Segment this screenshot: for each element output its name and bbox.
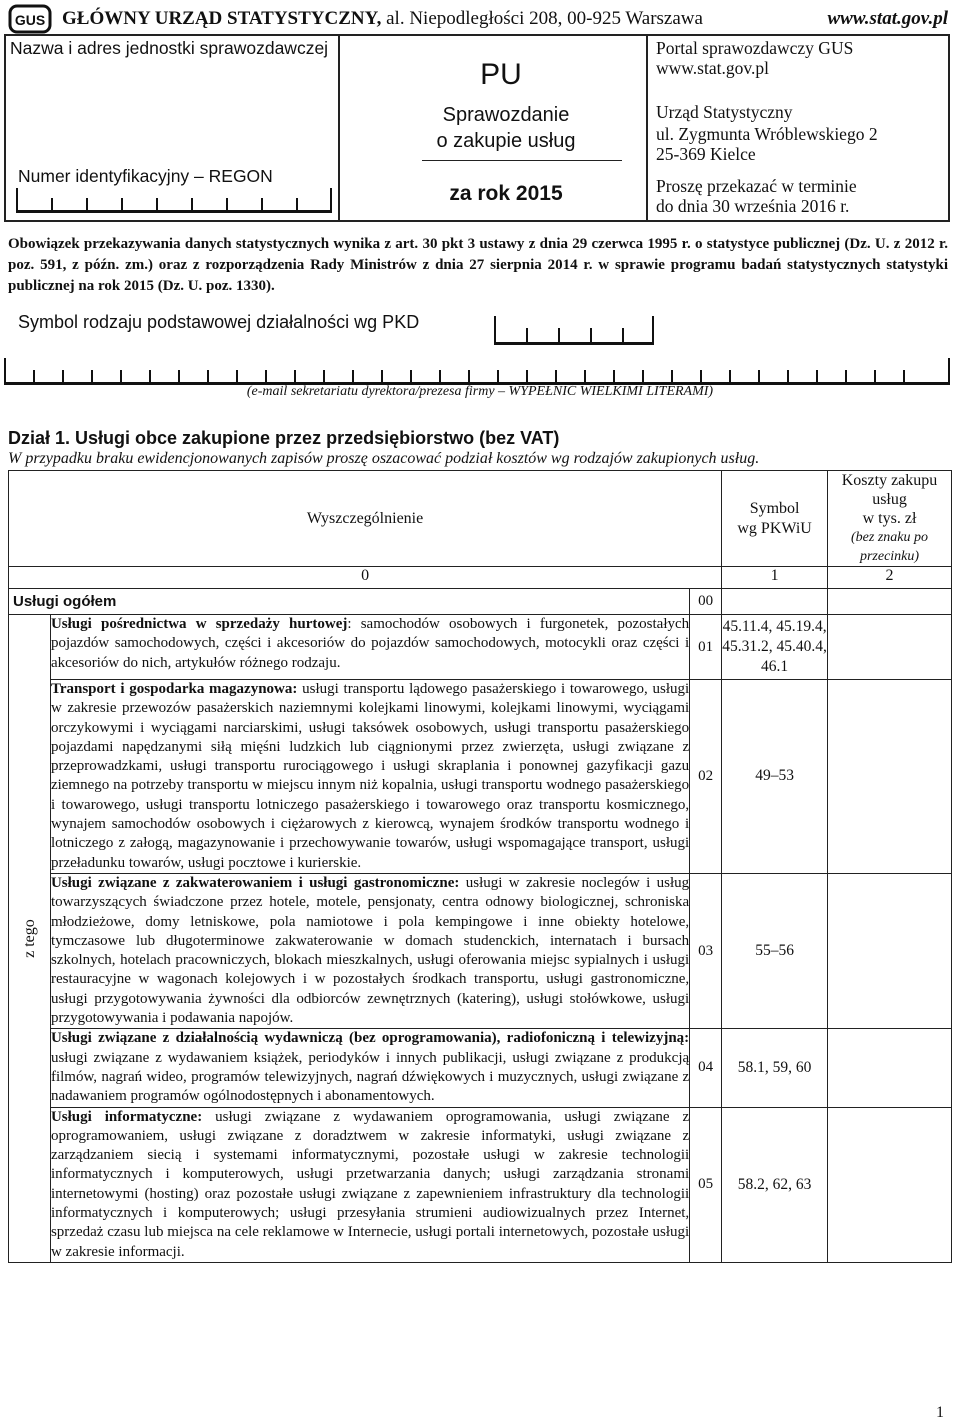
- regon-label: Numer identyfikacyjny – REGON: [18, 166, 273, 186]
- divider: [338, 36, 340, 220]
- email-field[interactable]: [4, 358, 950, 385]
- row-pkwiu: 58.1, 59, 60: [722, 1029, 828, 1107]
- office-header: [62, 8, 703, 30]
- row-value-cell[interactable]: [828, 1029, 952, 1107]
- row-desc: [50, 1029, 689, 1107]
- row-pkwiu: 55–56: [722, 873, 828, 1028]
- office-line2: ul. Zygmunta Wróblewskiego 2: [656, 124, 878, 144]
- header-cost-1: Koszty zakupu: [841, 472, 938, 489]
- email-note: (e-mail sekretariatu dyrektora/prezesa firmy – WYPEŁNIĆ WIELKIMI LITERAMI): [246, 384, 714, 399]
- table-row: [9, 680, 952, 874]
- idx-1: 1: [722, 567, 828, 589]
- form-code: PU: [480, 58, 522, 91]
- idx-0: 0: [9, 567, 722, 589]
- services-table: [8, 470, 952, 1263]
- table-row: [9, 615, 952, 680]
- portal-line1: Portal sprawozdawczy GUS: [656, 38, 854, 58]
- divider: [646, 36, 648, 220]
- table-row: [9, 1107, 952, 1262]
- total-pkwiu-empty: [722, 589, 828, 615]
- header-symbol: [722, 471, 828, 567]
- row-desc-bold: Transport i gospodarka magazynowa:: [50, 681, 298, 697]
- header-cost: [828, 471, 952, 567]
- row-desc-text: usługi związane z wydawaniem oprogramowania, usługi związane z oprogramowaniem, usługi związane z doradztwem w zakresie informatyki, usługi związane z zarządzaniem siecią i systemami informatycznymi, pozostałe usługi w zakresie technologii informatycznych i komputerowych, usługi przetwarzania danych; usługi zarządzania stronami internetowymi (hosting) oraz pozostałe usługi związane z zapewnieniem infrastruktury dla technologii informatycznych i komputerowych; usługi przesyłania strumieni audiowizualnych przez Internet, sprzedaż czasu lub miejsca na cele reklamowe w Internecie, usługi portali internetowych, pozostałe usługi w zakresie informacji.: [50, 1108, 690, 1260]
- row-desc: [50, 1107, 689, 1262]
- form-title-line1: Sprawozdanie: [442, 104, 570, 126]
- row-desc-text: : samochodów osobowych i furgonetek, pozostałych pojazdów samochodowych, części i akcesoriów do pojazdów samochodowych, motocykli oraz części i akcesoriów do nich, artykułów różnego rodzaju.: [50, 616, 690, 671]
- row-pkwiu: 49–53: [722, 680, 828, 874]
- row-desc: [50, 615, 689, 680]
- header-cost-5: przecinku): [859, 549, 920, 564]
- row-desc-text: usługi związane z wydawaniem książek, periodyków i innych publikacji, usługi związane z produkcją filmów, nagrań wideo, programów telewizyjnych, nagrań dźwiękowych i muzycznych, usługi związane z nadawaniem programów ogólnodostępnych i abonamentowych.: [50, 1049, 690, 1105]
- row-pkwiu: 58.2, 62, 63: [722, 1107, 828, 1262]
- row-value-cell[interactable]: [828, 680, 952, 874]
- regon-field[interactable]: [16, 188, 332, 213]
- total-value-cell[interactable]: [828, 589, 952, 615]
- deadline-line2: do dnia 30 września 2016 r.: [656, 196, 850, 216]
- total-row: [9, 589, 952, 615]
- row-num: 02: [690, 680, 722, 874]
- row-desc: [50, 873, 689, 1028]
- table-row: [9, 873, 952, 1028]
- header-cost-2: usług: [872, 491, 907, 508]
- pkd-field[interactable]: [494, 316, 654, 345]
- form-year: za rok 2015: [449, 182, 563, 205]
- legal-basis: Obowiązek przekazywania danych statystycznych wynika z art. 30 pkt 3 ustawy z dnia 29 czerwca 1995 r. o statystyce publicznej (Dz. U. z 2012 r. poz. 591, z późn. zm.) oraz z rozporządzenia Rady Ministrów z dnia 27 sierpnia 2014 r. w sprawie programu badań statystycznych statystyki publicznej na rok 2015 (Dz. U. poz. 1330).: [8, 236, 948, 294]
- office-name: GŁÓWNY URZĄD STATYSTYCZNY,: [62, 8, 382, 29]
- header-symbol-1: Symbol: [749, 499, 800, 517]
- row-num: 04: [690, 1029, 722, 1107]
- header-cost-4: (bez znaku po: [851, 530, 929, 545]
- office-line1: Urząd Statystyczny: [656, 102, 793, 122]
- page-number: 1: [936, 1404, 944, 1421]
- row-desc-bold: Usługi informatyczne:: [50, 1108, 203, 1125]
- pkd-label: Symbol rodzaju podstawowej działalności wg PKD: [18, 312, 420, 332]
- deadline-line1: Proszę przekazać w terminie: [656, 176, 857, 196]
- portal-url[interactable]: www.stat.gov.pl: [656, 58, 769, 78]
- form-title-line2: o zakupie usług: [436, 130, 576, 152]
- header-desc: Wyszczególnienie: [9, 471, 722, 567]
- row-desc-text: usługi transportu lądowego pasażerskiego i towarowego, usługi w zakresie przewozów pasażerskich naziemnymi kolejkami linowymi, kolejkami linowymi, wyciągami orczykowymi i wyciągami narciarskimi, usługi taksówek osobowych, usługi transportu pasażerskiego pojazdami napędzanymi siłą mięśni ludzkich lub ciągnionymi przez zwierzęta, usługi związane z przeprowadzkami, usługi transportu rurociągowego i usługi skraplania i ponownej gazyfikacji gazu ziemnego na potrzeby transportu w miejscu innym niż kopalnia, usługi transportu wodnego pasażerskiego i towarowego, usługi transportu lotniczego pasażerskiego i towarowego oraz transportu kosmicznego, wynajem samochodów osobowych i ciężarowych z kierowcą, wynajem środków transportu wodnego i lotniczego z załogą, magazynowanie i przechowywanie towarów, usługi wspomagające transport, usługi przeładunku towarów, usługi pocztowe i kurierskie.: [50, 681, 690, 871]
- logo-text: GUS: [14, 12, 46, 28]
- row-num: 03: [690, 873, 722, 1028]
- section-title: Dział 1. Usługi obce zakupione przez przedsiębiorstwo (bez VAT): [8, 428, 560, 448]
- row-pkwiu: 45.11.4, 45.19.4, 45.31.2, 45.40.4, 46.1: [722, 615, 828, 680]
- office-address: al. Niepodległości 208, 00-925 Warszawa: [381, 8, 703, 29]
- office-line3: 25-369 Kielce: [656, 144, 756, 164]
- row-num: 05: [690, 1107, 722, 1262]
- row-num: 01: [690, 615, 722, 680]
- row-desc-text: usługi w zakresie noclegów i usług towarzyszących świadczone przez hotele, motele, pensjonaty, centra odnowy biologicznej, schroniska młodzieżowe, domy letniskowe, pola namiotowe i pola kempingowe i inne obiekty hotelowe, tymczasowe lub długoterminowe zakwaterowanie w domach studenckich, internatach i bursach szkolnych, hotelach pracowniczych, blokach mieszkalnych, usługi oferowania miejsc sypialnych i usługi restauracyjne w wagonach kolejowych i w pozostałych środkach transportu, usługi gastronomiczne, usługi przygotowywania żywności dla odbiorców zewnętrznych (katering), usługi stołówkowe, usługi przygotowywania i podawania napojów.: [50, 874, 690, 1027]
- idx-2: 2: [828, 567, 952, 589]
- row-desc-bold: Usługi związane z działalnością wydawniczą (bez oprogramowania), radiofoniczną i telewizyjną:: [50, 1030, 690, 1047]
- website-link[interactable]: www.stat.gov.pl: [827, 8, 948, 29]
- gus-logo: [8, 4, 52, 34]
- table-header-row: [9, 471, 952, 567]
- row-desc: [50, 680, 689, 874]
- row-value-cell[interactable]: [828, 1107, 952, 1262]
- header-cost-3: w tys. zł: [862, 510, 917, 527]
- form-header-box: [4, 34, 950, 222]
- row-desc-bold: Usługi pośrednictwa w sprzedaży hurtowej: [50, 616, 348, 632]
- total-label: Usługi ogółem: [9, 589, 690, 615]
- table-row: [9, 1029, 952, 1107]
- row-desc-bold: Usługi związane z zakwaterowaniem i usługi gastronomiczne:: [50, 874, 460, 891]
- row-value-cell[interactable]: [828, 873, 952, 1028]
- index-row: [9, 567, 952, 589]
- side-label: z tego: [9, 615, 51, 1263]
- header-symbol-2: wg PKWiU: [737, 519, 812, 537]
- row-value-cell[interactable]: [828, 615, 952, 680]
- total-num: 00: [690, 589, 722, 615]
- divider: [422, 160, 622, 161]
- unit-name-label: Nazwa i adres jednostki sprawozdawczej: [10, 38, 329, 58]
- section-note: W przypadku braku ewidencjonowanych zapisów proszę oszacować podział kosztów wg rodzajów zakupionych usług.: [8, 450, 760, 467]
